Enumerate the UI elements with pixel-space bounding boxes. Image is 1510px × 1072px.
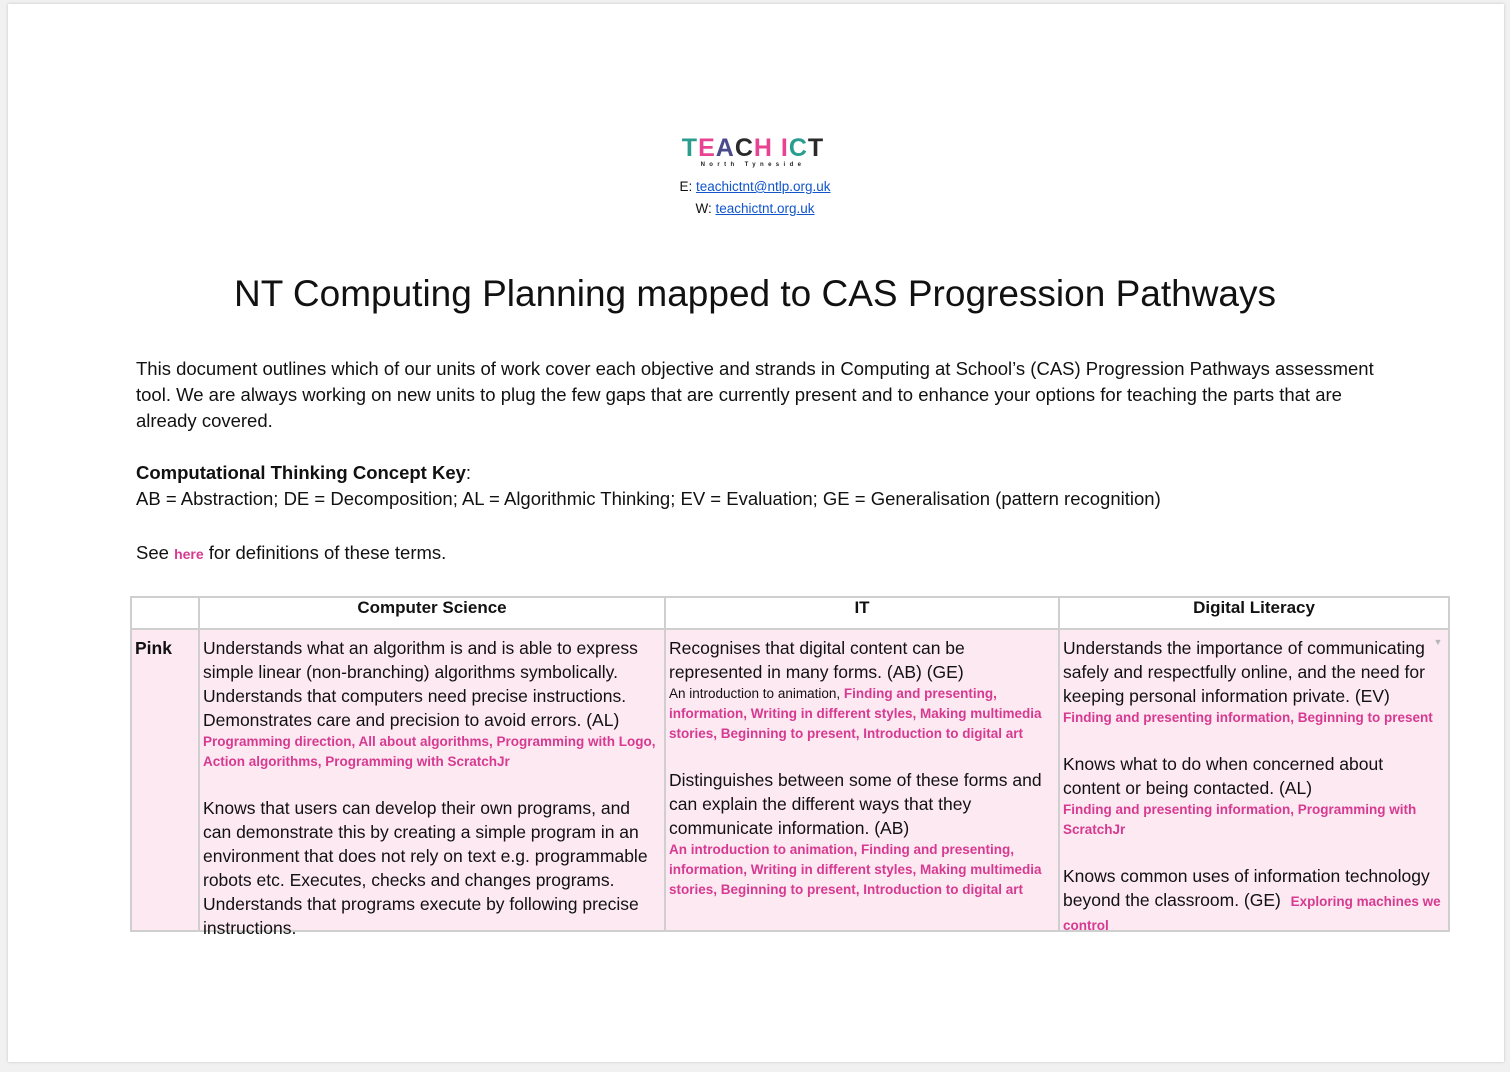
logo-letter: A <box>715 134 735 162</box>
dl-objective-1: Understands the importance of communicating safely and respectfully online, and the need for keeping personal information private. (EV) <box>1063 638 1425 706</box>
dl-objective-3 <box>1063 864 1445 936</box>
concept-key-line: AB = Abstraction; DE = Decomposition; AL = Algorithmic Thinking; EV = Evaluation; GE = Generalisation (pattern recognition) <box>136 488 1161 509</box>
contact-email-line <box>560 176 950 198</box>
cs-objective-2: Knows that users can develop their own programs, and can demonstrate this by creating a simple program in an environment that does not rely on text e.g. programmable robots etc. Executes, checks and changes programs. Understands that programs execute by following precise instructions. <box>203 798 648 938</box>
logo-letter: H <box>753 134 773 162</box>
header-digital-literacy: Digital Literacy <box>1059 597 1449 629</box>
logo-letter <box>773 134 781 162</box>
concept-key-heading-line <box>136 460 1386 486</box>
logo-letter: C <box>788 134 808 162</box>
logo-letter: T <box>681 134 699 162</box>
dl-units-1[interactable]: Finding and presenting information, Beginning to present <box>1063 710 1433 725</box>
email-label: E: <box>679 179 693 194</box>
it-objective-1: Recognises that digital content can be represented in many forms. (AB) (GE) <box>669 638 965 682</box>
dl-objective-3-text: Knows common uses of information technology beyond the classroom. (GE) <box>1063 866 1430 910</box>
definitions-line <box>136 540 1386 567</box>
intro-section <box>136 356 1386 567</box>
cell-it <box>665 629 1059 931</box>
dl-units-2[interactable]: Finding and presenting information, Programming with ScratchJr <box>1063 802 1417 837</box>
it-units-1-links[interactable]: Finding and presenting, information, Writing in different styles, Making multimedia stories, Beginning to present, Introduction to digital art <box>669 686 1042 741</box>
pathways-table <box>130 596 1450 938</box>
table-header-row <box>131 597 1449 629</box>
header-it: IT <box>665 597 1059 629</box>
see-suffix: for definitions of these terms. <box>203 542 447 563</box>
email-link[interactable]: teachictnt@ntlp.org.uk <box>696 179 831 194</box>
cell-computer-science <box>199 629 665 938</box>
it-objective-2: Distinguishes between some of these forms and can explain the different ways that they communicate information. (AB) <box>669 770 1042 838</box>
cell-digital-literacy <box>1059 629 1449 931</box>
table-row-pink <box>131 629 1449 931</box>
logo-subtitle: North Tyneside <box>700 162 806 168</box>
it-units-1[interactable] <box>669 684 1055 744</box>
concept-key-colon: : <box>465 462 472 483</box>
concept-key-heading: Computational Thinking Concept Key <box>136 462 466 483</box>
logo-letter: I <box>780 134 789 162</box>
header-blank <box>131 597 199 629</box>
logo-letter: T <box>807 134 825 162</box>
teach-ict-logo <box>678 134 828 169</box>
cs-objective-1: Understands what an algorithm is and is able to express simple linear (non-branching) algorithms symbolically. Understands that computers need precise instructions. Demonstrates care and precision to avoid errors. (AL) <box>203 638 638 730</box>
definitions-link[interactable]: here <box>174 546 204 562</box>
row-label-pink: Pink <box>131 629 199 931</box>
cell-dropdown-icon[interactable]: ▼ <box>1431 636 1445 648</box>
contact-web-line <box>560 198 950 220</box>
logo-wordmark <box>678 134 828 162</box>
intro-paragraph: This document outlines which of our units of work cover each objective and strands in Computing at School’s (CAS) Progression Pathways assessment tool. We are always working on new units to plug the few gaps that are currently present and to enhance your options for teaching the parts that are already covered. <box>136 358 1374 431</box>
it-units-1-plain: An introduction to animation, <box>669 686 841 701</box>
web-link[interactable]: teachictnt.org.uk <box>715 201 815 216</box>
dl-objective-2: Knows what to do when concerned about content or being contacted. (AL) <box>1063 754 1384 798</box>
document-title: NT Computing Planning mapped to CAS Progression Pathways <box>233 273 1277 314</box>
header-computer-science: Computer Science <box>199 597 665 629</box>
logo-letter: E <box>698 134 716 162</box>
dl-units-3[interactable]: Exploring machines we control <box>1063 894 1441 933</box>
web-label: W: <box>695 201 712 216</box>
see-prefix: See <box>136 542 175 563</box>
cs-units-1[interactable]: Programming direction, All about algorithms, Programming with Logo, Action algorithms, Programming with ScratchJr <box>203 734 656 769</box>
it-units-2[interactable]: An introduction to animation, Finding and presenting, information, Writing in different styles, Making multimedia stories, Beginning to present, Introduction to digital art <box>669 842 1042 897</box>
logo-letter: C <box>734 134 754 162</box>
